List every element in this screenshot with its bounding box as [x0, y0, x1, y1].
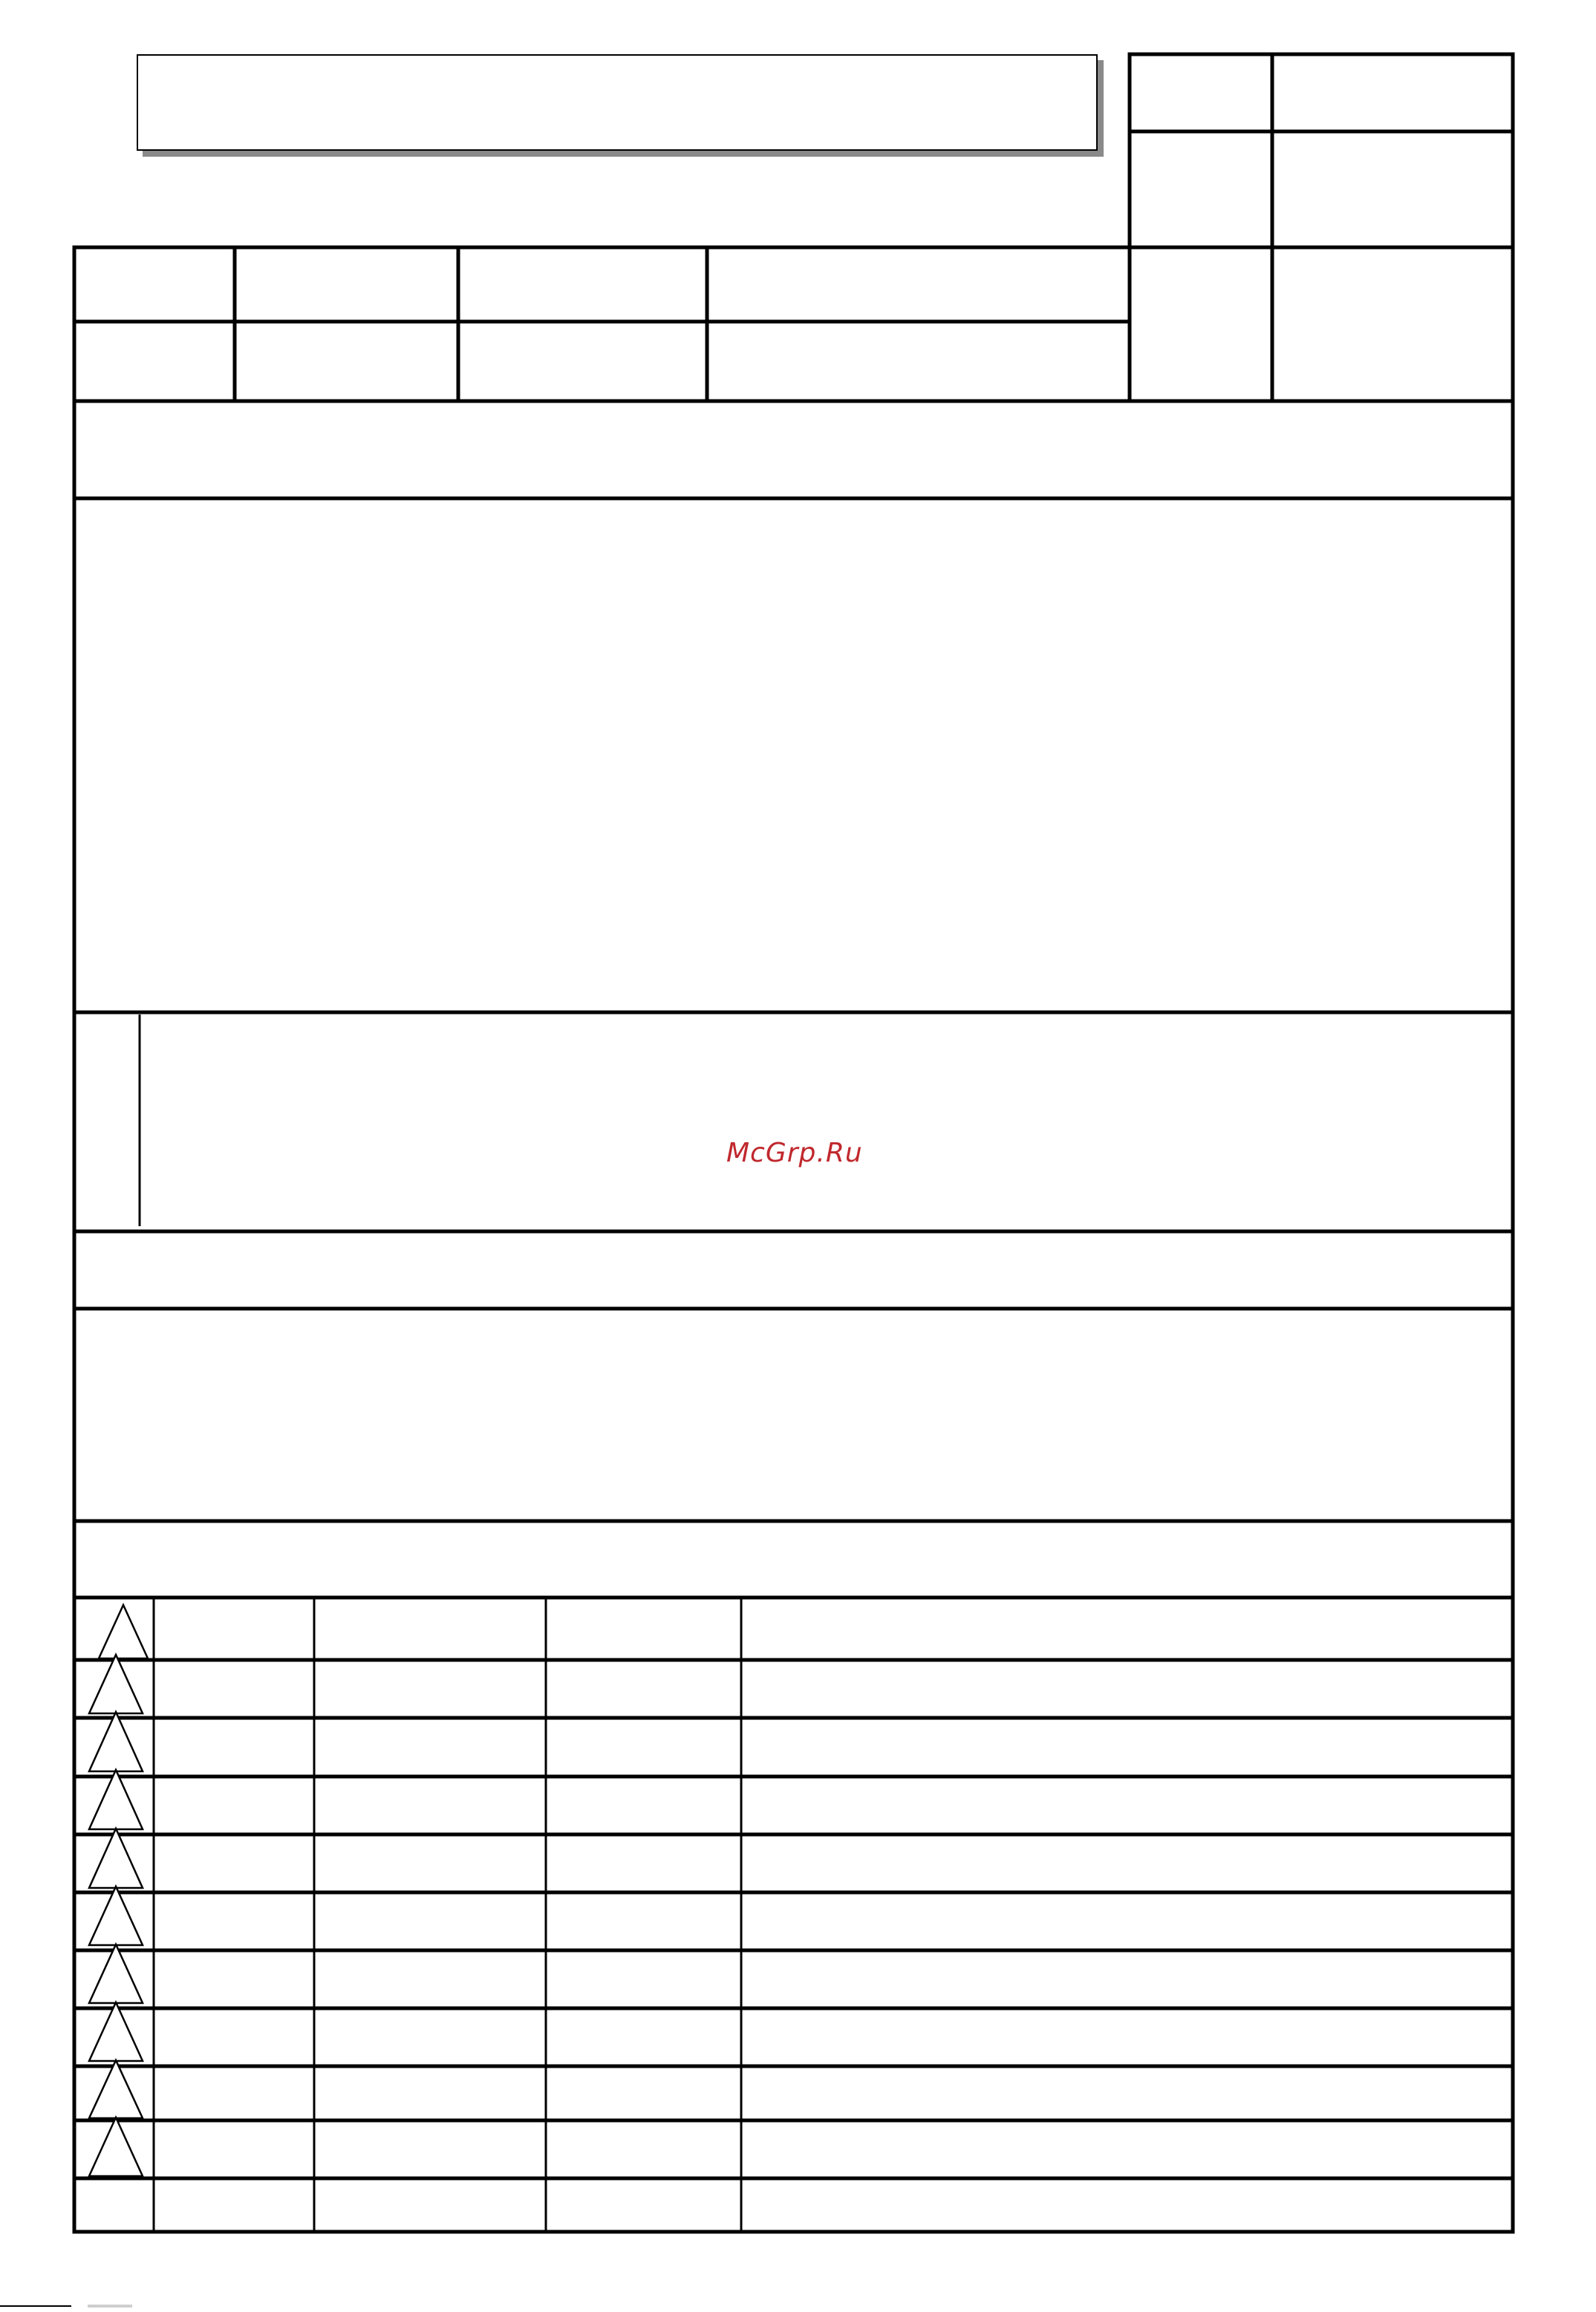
- revision-table: [74, 1598, 1513, 2232]
- revision-triangle-icon: [89, 1944, 143, 2003]
- revision-triangle-icon: [89, 2117, 143, 2176]
- revision-triangle-icon: [89, 1655, 143, 1713]
- revision-triangle-icon: [89, 1770, 143, 1829]
- revision-triangle-icon: [89, 2002, 143, 2061]
- revision-triangle-icon: [99, 1605, 148, 1658]
- revision-triangle-icon: [89, 2060, 143, 2118]
- footer-mark: [0, 2305, 71, 2307]
- revision-triangle-icon: [89, 1829, 143, 1888]
- watermark-text: McGrp.Ru: [726, 1138, 863, 1168]
- revision-triangle-icon: [89, 1712, 143, 1771]
- footer-smudge: [88, 2305, 132, 2308]
- revision-triangle-icon: [89, 1886, 143, 1945]
